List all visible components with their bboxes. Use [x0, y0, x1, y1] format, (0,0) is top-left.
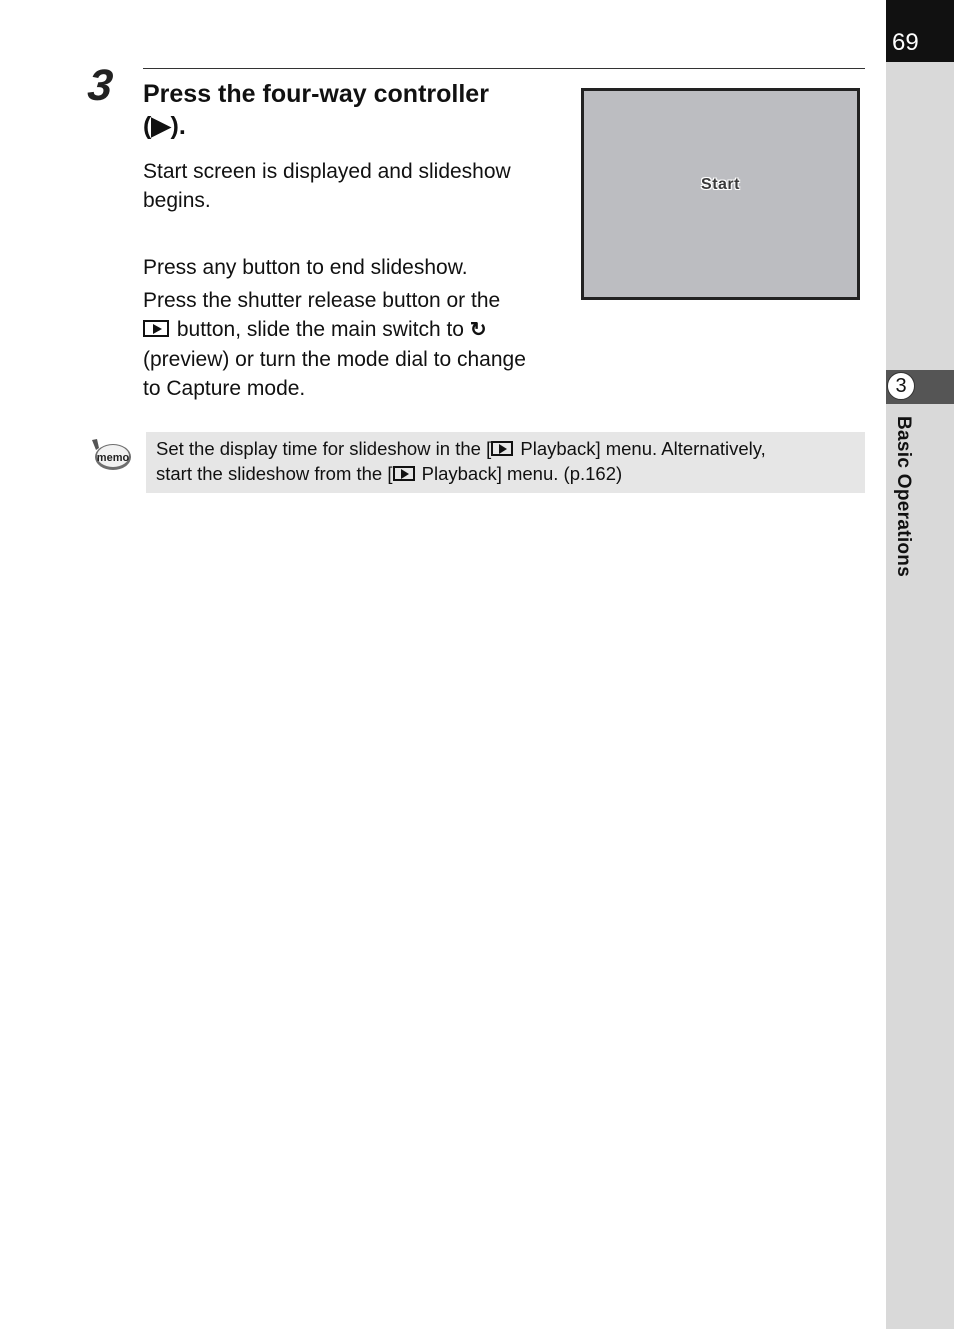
step-description: Start screen is displayed and slideshow begins.: [143, 160, 511, 212]
playback-icon: [393, 466, 415, 481]
memo-line1-part2: Playback] menu. Alternatively,: [515, 438, 766, 459]
step-number: 3: [85, 61, 116, 110]
end-slideshow-note: Press any button to end slideshow.: [143, 256, 468, 279]
step-title-line2: (▶).: [143, 112, 186, 140]
capture-note-part1: Press the shutter release button or the: [143, 289, 501, 312]
playback-icon: [143, 320, 169, 337]
playback-icon: [491, 441, 513, 456]
chapter-number: 3: [887, 372, 915, 400]
memo-line1-part1: Set the display time for slideshow in the [: [156, 438, 492, 459]
memo-icon: [90, 438, 132, 474]
memo-line-2: [156, 461, 855, 486]
memo-line2-part2: Playback] menu. (p.162): [416, 463, 623, 484]
capture-note-part3: (preview) or turn the mode dial to change to Capture mode.: [143, 348, 526, 400]
memo-line-1: [156, 436, 855, 461]
page-number: 69: [892, 29, 919, 56]
capture-mode-note: [143, 286, 538, 403]
step-title-line1: Press the four-way controller: [143, 80, 489, 108]
memo-line2-part1: start the slideshow from the [: [156, 463, 393, 484]
preview-icon: ↻: [469, 319, 487, 341]
step-divider: [143, 68, 865, 69]
start-screen-preview: [581, 88, 860, 300]
step-title: [143, 78, 563, 142]
start-screen-label: Start: [701, 176, 740, 193]
memo-icon-label: memo: [96, 452, 130, 464]
capture-note-part2: button, slide the main switch to: [171, 318, 470, 341]
memo-box: [146, 432, 865, 493]
side-tab-strip: [886, 0, 954, 1329]
chapter-title: Basic Operations: [893, 416, 914, 578]
